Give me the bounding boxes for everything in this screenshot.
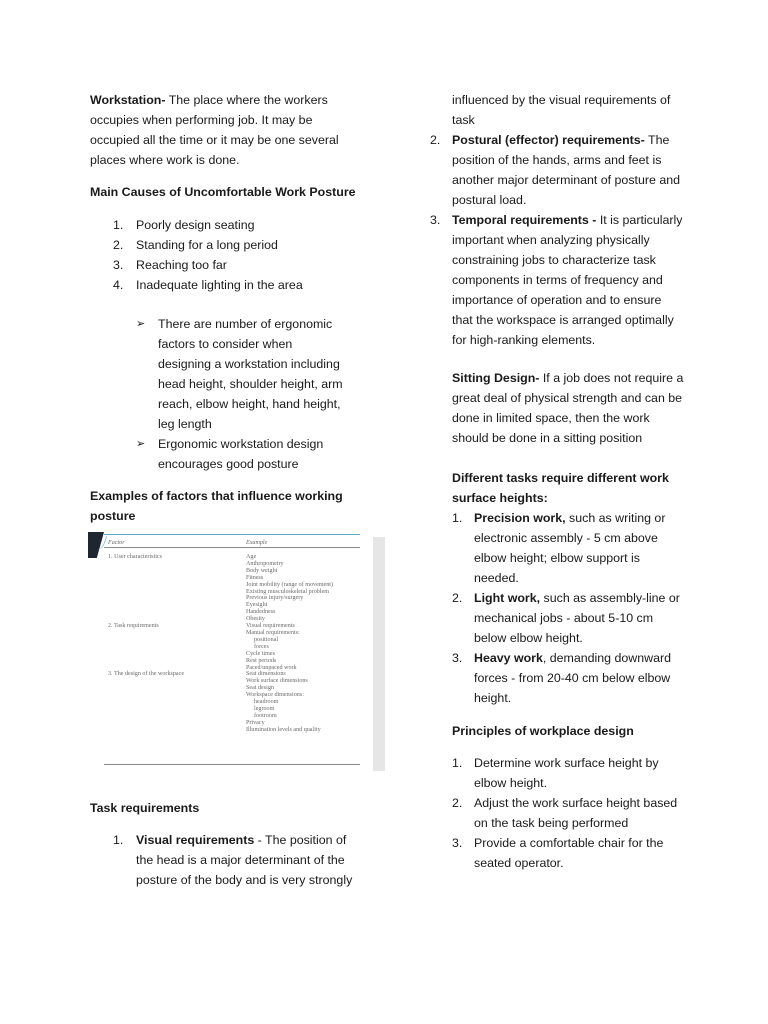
list-number: 3. <box>452 836 463 850</box>
list-number: 1. <box>452 756 463 770</box>
table-example: Illumination levels and quality <box>246 726 321 733</box>
table-example: Fitness <box>246 574 264 581</box>
sitting-design <box>426 368 684 448</box>
sitting-design-term: Sitting Design- <box>452 371 540 385</box>
ergonomic-bullets <box>136 314 346 474</box>
list-text: such as writing or electronic assembly - 5 cm above elbow height; elbow support is needed. <box>474 511 666 585</box>
table-example: Seat design <box>246 685 274 692</box>
list-item <box>426 210 684 350</box>
list-number: 4. <box>113 278 124 292</box>
work-surface-heading: Different tasks require different work surface heights: <box>452 471 669 505</box>
list-text: Reaching too far <box>136 258 227 272</box>
list-item <box>113 255 365 275</box>
causes-list <box>113 215 365 295</box>
list-number: 2. <box>452 591 463 605</box>
arrow-bullet-icon: ➢ <box>136 318 146 330</box>
list-term: Visual requirements <box>136 833 255 847</box>
table-example: Obesity <box>246 616 265 623</box>
list-item <box>113 235 365 255</box>
image-margin-strip <box>373 537 385 771</box>
list-number: 3. <box>430 213 441 227</box>
list-text: Inadequate lighting in the area <box>136 278 303 292</box>
table-example: Joint mobility (range of movement) <box>246 581 333 588</box>
workstation-text: The place where the workers occupies when performing job. It may be occupied all the time or it may be one several places where work is done. <box>90 93 339 167</box>
table-example: Seat dimensions <box>246 671 286 678</box>
left-column <box>90 90 365 890</box>
table-header-factor: Factor <box>108 540 125 546</box>
arrow-bullet-icon: ➢ <box>136 438 146 450</box>
principles-heading: Principles of workplace design <box>452 724 634 738</box>
bullet-text: There are number of ergonomic factors to consider when designing a workstation including head height, shoulder height, arm reach, elbow height, hand height, leg length <box>158 317 343 431</box>
list-text: Provide a comfortable chair for the seated operator. <box>474 836 664 870</box>
list-text: The position of the hands, arms and feet is another major determinant of posture and postural load. <box>452 133 680 207</box>
task-requirements-heading: Task requirements <box>90 801 200 815</box>
list-text: Determine work surface height by elbow height. <box>474 756 659 790</box>
table-example: positional <box>254 636 279 643</box>
sitting-design-text: If a job does not require a great deal of physical strength and can be done in limited space, then the work should be done in a sitting position <box>452 371 684 445</box>
list-term: Light work, <box>474 591 541 605</box>
table-example: Rest periods <box>246 657 277 664</box>
table-example: Manual requirements: <box>246 629 300 636</box>
list-item <box>426 753 684 793</box>
list-term: Postural (effector) requirements- <box>452 133 645 147</box>
table-header-rule <box>104 547 360 548</box>
list-text: Poorly design seating <box>136 218 255 232</box>
list-number: 1. <box>113 218 124 232</box>
list-number: 2. <box>430 133 441 147</box>
table-factor: 3. The design of the workspace <box>108 671 185 678</box>
list-term: Heavy work <box>474 651 543 665</box>
list-item <box>113 275 365 295</box>
table-example: Work surface dimensions <box>246 678 308 685</box>
table-example-column <box>246 554 333 734</box>
list-item <box>426 833 684 873</box>
bullet-item <box>136 314 346 434</box>
table-example: Paced/unpaced work <box>246 664 297 671</box>
table-example: headroom <box>254 699 279 706</box>
list-text: Adjust the work surface height based on the task being performed <box>474 796 678 830</box>
table-example: forces <box>254 643 269 650</box>
list-item <box>426 793 684 833</box>
list-text: , demanding downward forces - from 20-40 cm below elbow height. <box>474 651 671 705</box>
right-column <box>426 90 684 873</box>
table-example: legroom <box>254 705 275 712</box>
list-item <box>426 648 684 708</box>
list-item <box>113 215 365 235</box>
table-example: footroom <box>254 712 277 719</box>
list-item <box>113 830 365 890</box>
examples-heading: Examples of factors that influence working posture <box>90 489 343 523</box>
table-header-example: Example <box>246 540 268 546</box>
list-item <box>426 588 684 648</box>
table-factor: 1. User characteristics <box>108 554 162 560</box>
list-text: Standing for a long period <box>136 238 278 252</box>
continuation-text: influenced by the visual requirements of task <box>452 93 671 127</box>
list-number: 3. <box>452 651 463 665</box>
table-top-rule <box>104 534 360 535</box>
task-list <box>113 830 365 890</box>
list-item <box>426 130 684 210</box>
list-text: such as assembly-line or mechanical jobs - about 5-10 cm below elbow height. <box>474 591 680 645</box>
list-number: 2. <box>452 796 463 810</box>
table-example: Cycle times <box>246 650 275 657</box>
list-number: 1. <box>113 833 124 847</box>
table-factor: 2. Task requirements <box>108 623 159 629</box>
table-example: Body weight <box>246 567 278 574</box>
list-term: Temporal requirements - <box>452 213 597 227</box>
list-term: Precision work, <box>474 511 566 525</box>
task-list-continued <box>426 130 684 350</box>
causes-heading: Main Causes of Uncomfortable Work Posture <box>90 185 356 199</box>
table-example: Privacy <box>246 719 265 726</box>
list-text: - The position of the head is a major determinant of the posture of the body and is very strongly <box>136 833 353 887</box>
table-example: Age <box>246 554 257 560</box>
list-number: 3. <box>113 258 124 272</box>
factors-table-image <box>88 532 360 768</box>
table-example: Previous injury/surgery <box>246 595 304 602</box>
list-text: It is particularly important when analyzing physically constraining jobs to characterize task components in terms of frequency and importance of operation and to ensure that the workspace is arranged optimally for high-ranking elements. <box>452 213 683 347</box>
work-surface-list <box>426 508 684 708</box>
workstation-definition <box>90 90 365 170</box>
bullet-item <box>136 434 346 474</box>
principles-list <box>426 753 684 873</box>
table-example: Eyesight <box>246 602 268 609</box>
table-example: Visual requirements <box>246 623 295 630</box>
list-number: 1. <box>452 511 463 525</box>
table-example: Workspace dimensions: <box>246 692 304 699</box>
table-example: Anthropometry <box>246 560 284 567</box>
workstation-term: Workstation- <box>90 93 166 107</box>
bullet-text: Ergonomic workstation design encourages good posture <box>158 437 324 471</box>
table-example: Handedness <box>246 609 276 616</box>
table-example: Existing musculoskeletal problem <box>246 588 329 595</box>
list-number: 2. <box>113 238 124 252</box>
list-item <box>426 508 684 588</box>
table-bottom-rule <box>104 764 360 765</box>
